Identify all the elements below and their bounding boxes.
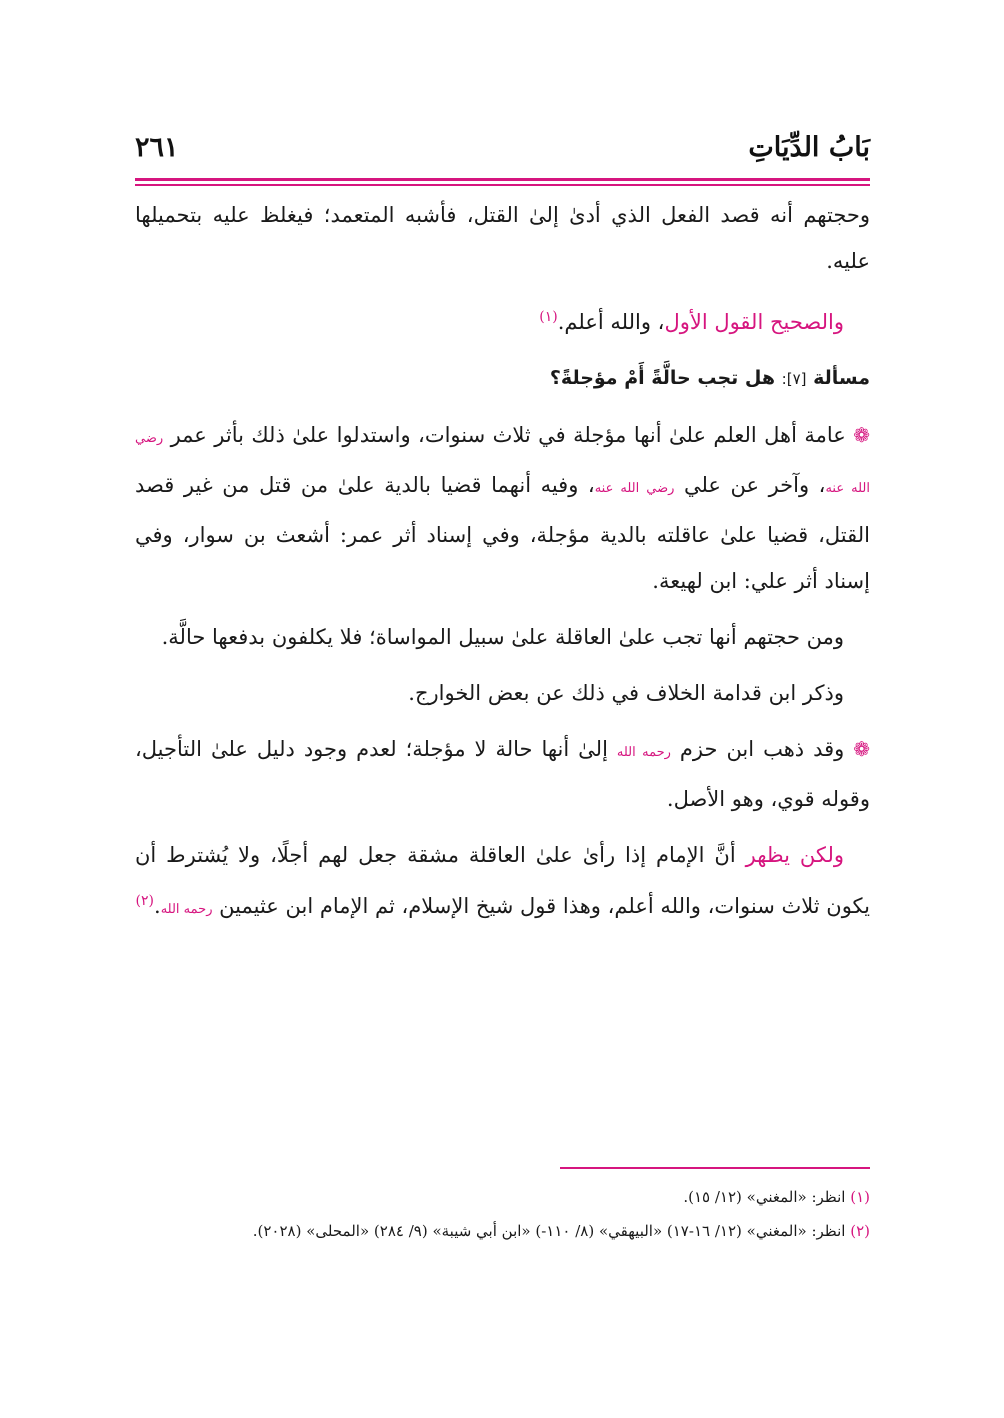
header-rule	[135, 178, 870, 181]
paragraph: وذكر ابن قدامة الخلاف في ذلك عن بعض الخوارج.	[408, 681, 844, 705]
main-text	[135, 192, 870, 943]
footnote-ref: (٢)	[135, 893, 154, 909]
paragraph: وحجتهم أنه قصد الفعل الذي أدىٰ إلىٰ القتل، فأشبه المتعمد؛ فيغلظ عليه بتحميلها عليه.	[135, 203, 870, 273]
honorific: رضي الله عنه	[135, 431, 870, 496]
footnote: (٢) انظر: «المغني» (١٢/ ١٦-١٧) «البيهقي» (٨/ ١١٠-) «ابن أبي شيبة» (٩/ ٢٨٤) «المحلى» (٢٠٢٨).	[252, 1222, 870, 1240]
issue-heading: مسألة [٧]: هل تجب حالَّةً أَمْ مؤجلةً؟	[549, 367, 870, 389]
flower-icon: ❁	[853, 423, 870, 447]
page-number: ٢٦١	[135, 131, 179, 163]
paragraph: ولكن يظهر أنَّ الإمام إذا رأىٰ علىٰ العاقلة مشقة جعل لهم أجلًا، ولا يُشترط أن يكون ثلاث سنوات، والله أعلم، وهذا قول شيخ الإسلام، ثم الإمام ابن عثيمين رحمه الله.$^{(٢)}$	[135, 843, 870, 918]
highlighted-phrase: ولكن يظهر	[745, 843, 844, 867]
chapter-title: بَابُ الدِّيَاتِ	[748, 131, 870, 163]
highlighted-phrase: والصحيح القول الأول	[664, 310, 844, 334]
paragraph: والصحيح القول الأول، والله أعلم.$^{(١)}$	[539, 309, 844, 334]
footnotes	[135, 1182, 870, 1250]
footnote-rule	[560, 1167, 870, 1169]
header-rule-thin	[135, 184, 870, 186]
honorific: رضي الله عنه	[594, 481, 675, 496]
paragraph: ❁ وقد ذهب ابن حزم رحمه الله إلىٰ أنها حالة لا مؤجلة؛ لعدم وجود دليل علىٰ التأجيل، وقوله قوي، وهو الأصل.	[135, 737, 871, 811]
footnote-ref: (١)	[539, 309, 558, 325]
flower-icon: ❁	[853, 737, 871, 761]
honorific: رحمه الله	[160, 902, 213, 917]
honorific: رحمه الله	[616, 745, 671, 760]
paragraph: ❁ عامة أهل العلم علىٰ أنها مؤجلة في ثلاث سنوات، واستدلوا علىٰ ذلك بأثر عمر رضي الله عنه، وآخر عن علي رضي الله عنه، وفيه أنهما قضيا بالدية علىٰ من قتل من غير قصد القتل، قضيا علىٰ عاقلته بالدية مؤجلة، وفي إسناد أثر عمر: أشعث بن سوار، وفي إسناد أثر علي: ابن لهيعة.	[135, 423, 870, 593]
page-header	[135, 122, 870, 172]
footnote: (١) انظر: «المغني» (١٢/ ١٥).	[683, 1188, 870, 1206]
paragraph: ومن حجتهم أنها تجب علىٰ العاقلة علىٰ سبيل المواساة؛ فلا يكلفون بدفعها حالَّة.	[161, 625, 844, 649]
